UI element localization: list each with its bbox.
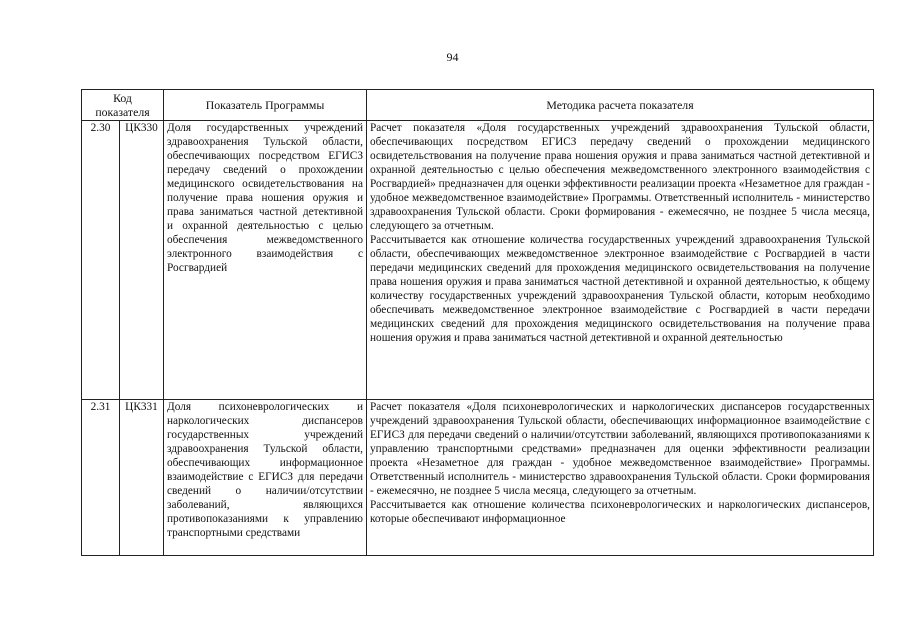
method-paragraph: Расчет показателя «Доля государственных учреждений здравоохранения Тульской области, обеспечивающих посредством ЕГИСЗ передачу сведений о прохождении медицинского освидетельствования на получение права ношения оружия и права заниматься частной детективной и охранной деятельностью с целью обеспечения межведомственного электронного взаимодействия с Росгвардией» предназначен для оценки эффективности реализации проекта «Незаметное для граждан - удобное межведомственное взаимодействие» Программы. Ответственный исполнитель - министерство здравоохранения Тульской области. Сроки формирования - ежемесячно, не позднее 5 числа месяца, следующего за отчетным.	[370, 122, 870, 232]
indicator-name: Доля государственных учреждений здравоохранения Тульской области, обеспечивающих посредством ЕГИСЗ передачу сведений о прохождении медицинского освидетельствования на получение права ношения оружия и права заниматься частной детективной и охранной деятельностью с целью обеспечения межведомственного электронного взаимодействия с Росгвардией	[164, 121, 367, 400]
indicator-name: Доля психоневрологических и наркологических диспансеров государственных учреждений здравоохранения Тульской области, обеспечивающих информационное взаимодействие с ЕГИСЗ для передачи сведений о наличии/отсутствии заболеваний, являющихся противопоказаниями к управлению транспортными средствами	[167, 401, 363, 539]
table-row	[82, 121, 874, 400]
method-cell	[367, 400, 874, 556]
method-paragraph: Расчет показателя «Доля психоневрологических и наркологических диспансеров государственных учреждений здравоохранения Тульской области, обеспечивающих информационное взаимодействие с ЕГИСЗ для передачи сведений о наличии/отсутствии заболеваний, являющихся противопоказаниями к управлению транспортными средствами» предназначен для оценки эффективности реализации проекта «Незаметное для граждан - удобное межведомственное взаимодействие» Программы. Ответственный исполнитель - министерство здравоохранения Тульской области. Сроки формирования - ежемесячно, не позднее 5 числа месяца, следующего за отчетным.	[370, 401, 870, 497]
indicator-code: ЦК331	[120, 400, 164, 556]
method-text	[370, 400, 870, 555]
indicators-table	[81, 89, 874, 556]
indicator-name-cell	[164, 400, 367, 556]
header-code: Код показателя	[82, 90, 164, 121]
method-paragraph: Рассчитывается как отношение количества психоневрологических и наркологических диспансеров, которые обеспечивают информационное	[370, 499, 870, 525]
indicator-code: ЦК330	[120, 121, 164, 400]
method-paragraph: Рассчитывается как отношение количества государственных учреждений здравоохранения Тульской области, обеспечивающих межведомственное электронное взаимодействие с Росгвардией в части передачи медицинских сведений для прохождения медицинского освидетельствования на получение права ношения оружия и права заниматься частной детективной и охранной деятельностью, к общему количеству государственных учреждений здравоохранения Тульской области, которым необходимо обеспечивать межведомственное электронное взаимодействие с Росгвардией в части передачи медицинских сведений для прохождения медицинского освидетельствования на получение права ношения оружия и права заниматься частной детективной и охранной деятельностью	[370, 234, 870, 344]
table-header-row	[82, 90, 874, 121]
row-number: 2.31	[82, 400, 120, 556]
method-cell	[367, 121, 874, 400]
page-number: 94	[446, 50, 459, 64]
row-number: 2.30	[82, 121, 120, 400]
table-row	[82, 400, 874, 556]
header-method: Методика расчета показателя	[367, 90, 874, 121]
header-name: Показатель Программы	[164, 90, 367, 121]
